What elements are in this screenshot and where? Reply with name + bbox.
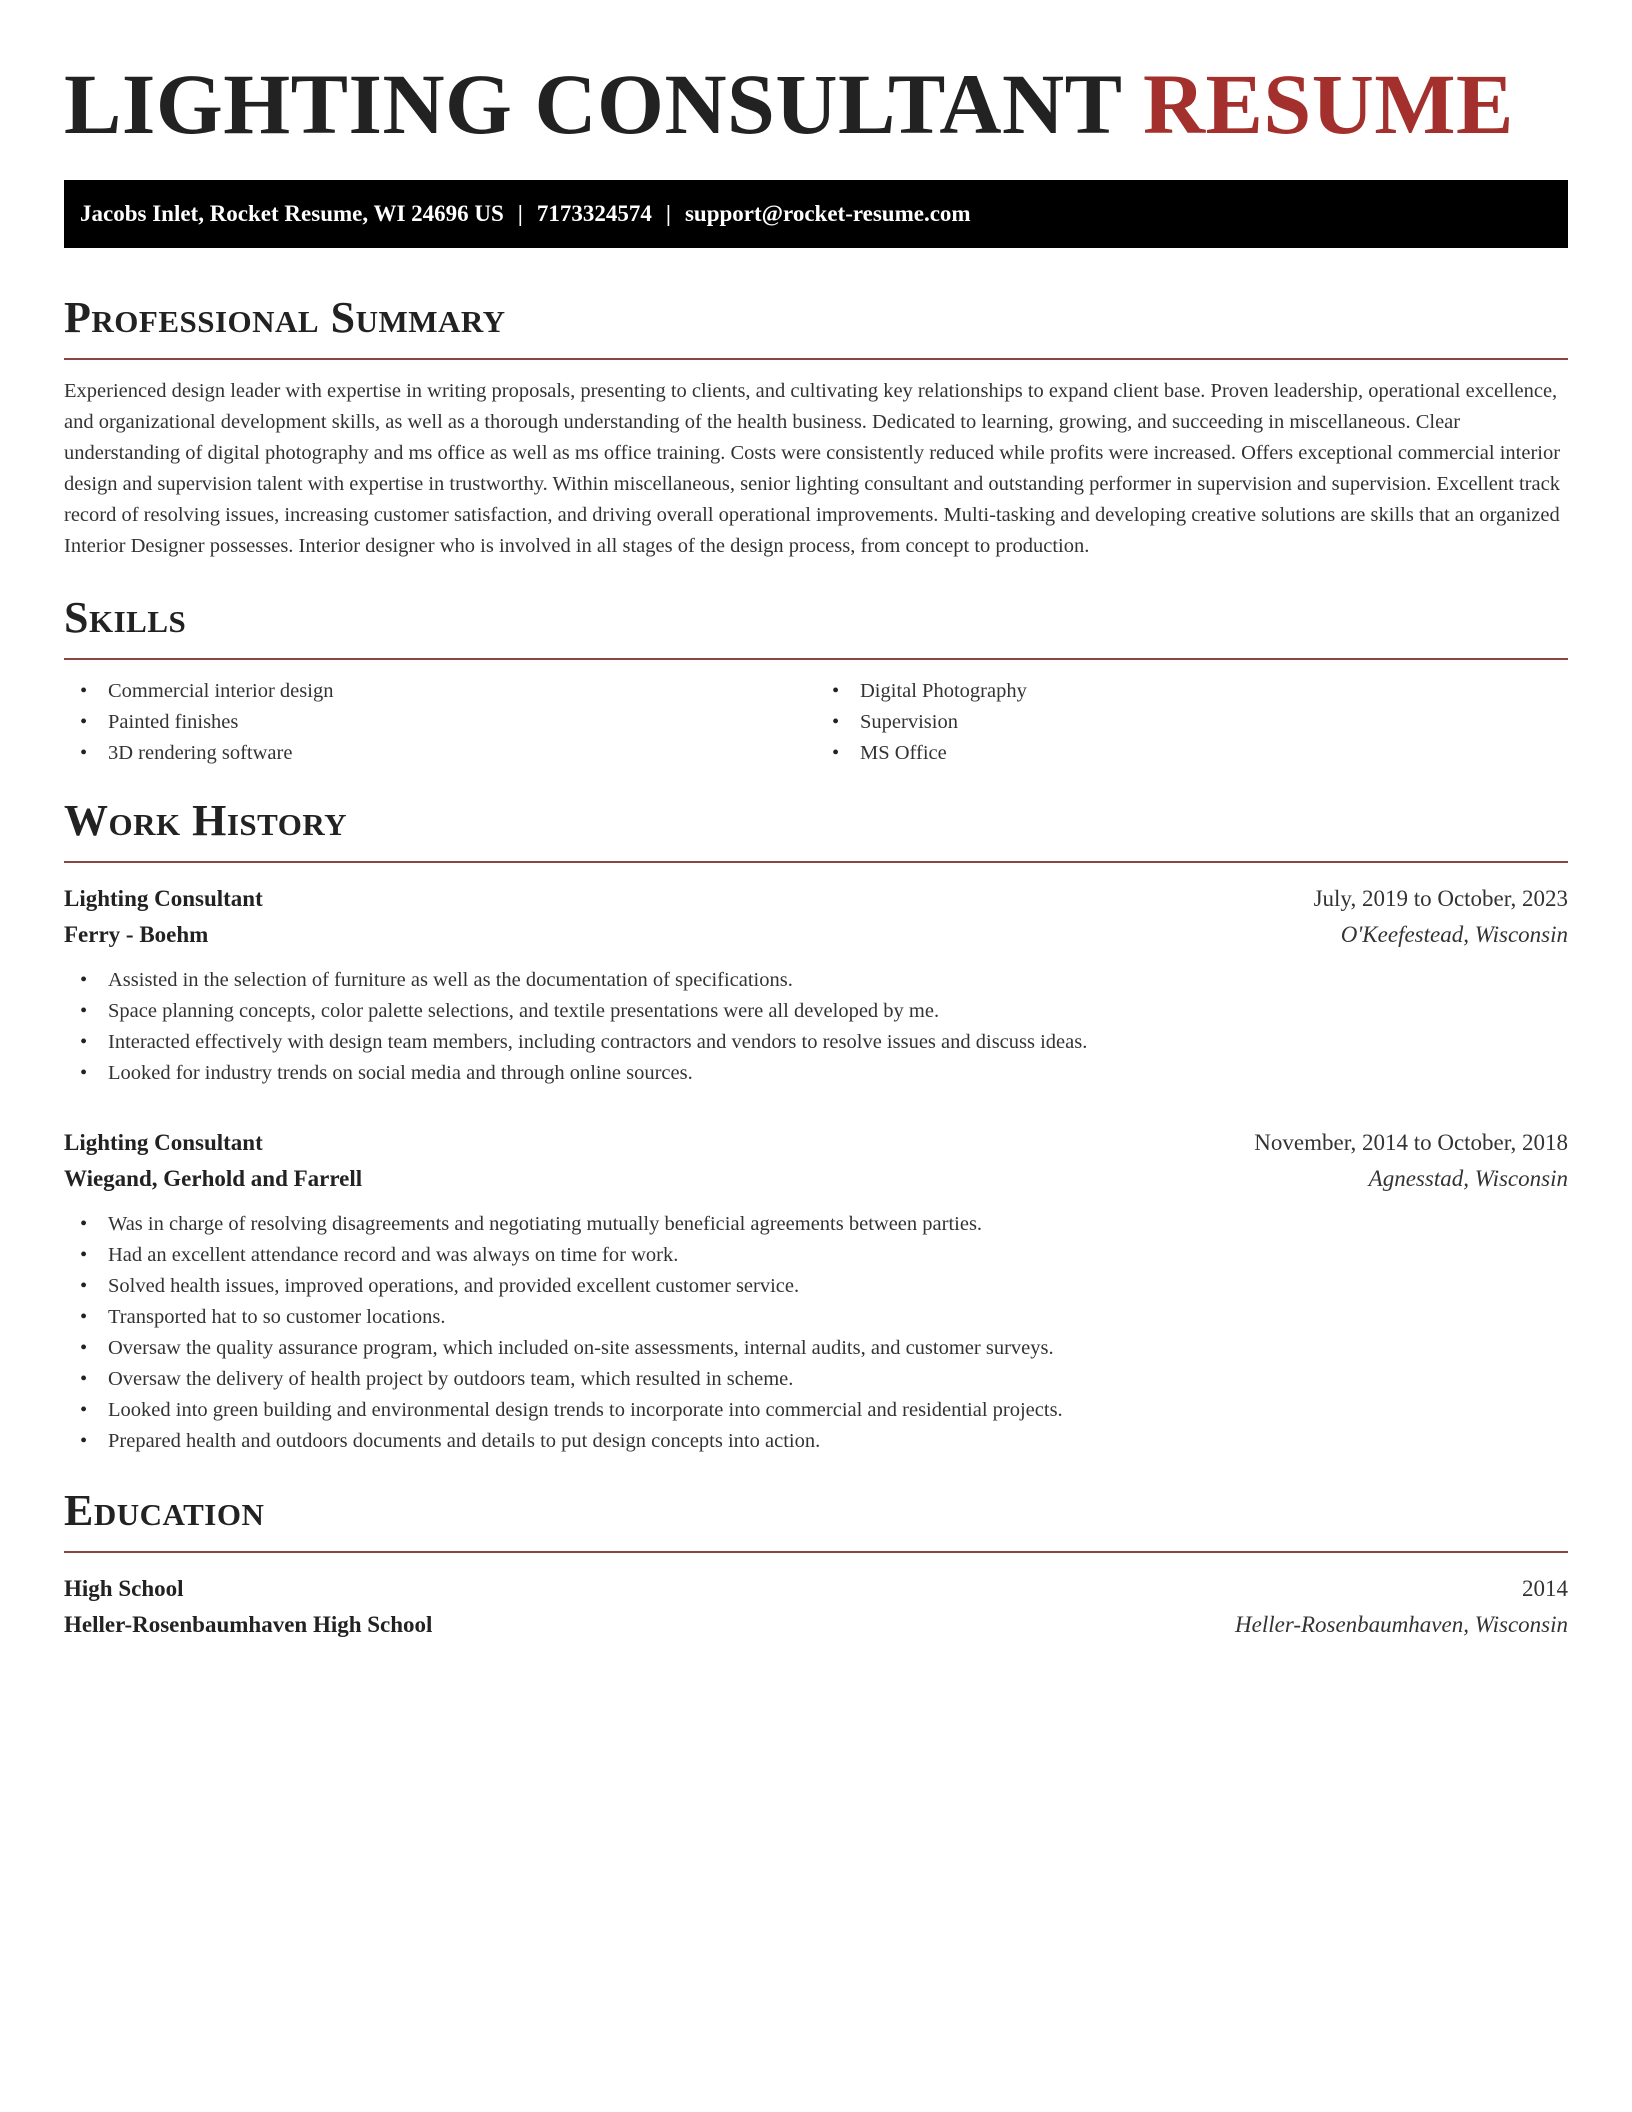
job-location: O'Keefestead, Wisconsin bbox=[1340, 922, 1568, 947]
education-location: Heller-Rosenbaumhaven, Wisconsin bbox=[1235, 1612, 1568, 1637]
section-divider bbox=[64, 861, 1568, 863]
skill-item: • 3D rendering software bbox=[64, 738, 816, 769]
job-duty-item: • Looked into green building and environmental design trends to incorporate into commercial and residential projects. bbox=[64, 1395, 1568, 1426]
skill-item: • MS Office bbox=[816, 738, 1568, 769]
contact-separator: | bbox=[665, 201, 671, 226]
job-duty-item: • Looked for industry trends on social media and through online sources. bbox=[64, 1058, 1568, 1089]
skills-grid bbox=[64, 676, 1568, 769]
job-duty-item: • Solved health issues, improved operations, and provided excellent customer service. bbox=[64, 1271, 1568, 1302]
education-school: Heller-Rosenbaumhaven High School bbox=[64, 1612, 433, 1637]
job-dates: November, 2014 to October, 2018 bbox=[1254, 1130, 1568, 1155]
section-heading: Professional Summary bbox=[64, 293, 506, 342]
work-history-section bbox=[64, 795, 1568, 1457]
section-heading: Skills bbox=[64, 593, 187, 642]
job-header-row bbox=[64, 1125, 1568, 1161]
resume-title bbox=[64, 0, 1568, 150]
education-entry bbox=[64, 1571, 1568, 1643]
section-divider bbox=[64, 658, 1568, 660]
section-divider bbox=[64, 1551, 1568, 1553]
skill-item: • Commercial interior design bbox=[64, 676, 816, 707]
skill-item: • Supervision bbox=[816, 707, 1568, 738]
job-company-row bbox=[64, 1161, 1568, 1197]
education-degree: High School bbox=[64, 1576, 184, 1601]
job-duty-item: • Prepared health and outdoors documents and details to put design concepts into action. bbox=[64, 1426, 1568, 1457]
contact-separator: | bbox=[517, 201, 523, 226]
title-role: LIGHTING CONSULTANT bbox=[64, 56, 1121, 152]
job-title: Lighting Consultant bbox=[64, 886, 263, 911]
contact-email: support@rocket-resume.com bbox=[684, 201, 971, 226]
job-duty-item: • Was in charge of resolving disagreements and negotiating mutually beneficial agreements between parties. bbox=[64, 1209, 1568, 1240]
education-header-row bbox=[64, 1571, 1568, 1607]
section-heading: Education bbox=[64, 1486, 265, 1535]
skill-item: • Digital Photography bbox=[816, 676, 1568, 707]
job-duties-list bbox=[64, 1209, 1568, 1457]
education-section bbox=[64, 1485, 1568, 1643]
job-duty-item: • Transported hat to so customer locations. bbox=[64, 1302, 1568, 1333]
job-duty-item: • Oversaw the quality assurance program, which included on-site assessments, internal audits, and customer surveys. bbox=[64, 1333, 1568, 1364]
job-duty-item: • Had an excellent attendance record and was always on time for work. bbox=[64, 1240, 1568, 1271]
job-company-row bbox=[64, 917, 1568, 953]
job-entry bbox=[64, 1125, 1568, 1457]
education-year: 2014 bbox=[1522, 1576, 1568, 1601]
contact-phone: 7173324574 bbox=[536, 201, 652, 226]
section-divider bbox=[64, 358, 1568, 360]
job-header-row bbox=[64, 881, 1568, 917]
contact-address: Jacobs Inlet, Rocket Resume, WI 24696 US bbox=[80, 201, 504, 226]
skills-section bbox=[64, 592, 1568, 769]
education-school-row bbox=[64, 1607, 1568, 1643]
job-dates: July, 2019 to October, 2023 bbox=[1313, 886, 1568, 911]
job-duty-item: • Oversaw the delivery of health project by outdoors team, which resulted in scheme. bbox=[64, 1364, 1568, 1395]
summary-text: Experienced design leader with expertise in writing proposals, presenting to clients, and cultivating key relationships to expand client base. Proven leadership, operational excellence, and organizational development skills, as well as a thorough understanding of the health business. Dedicated to learning, growing, and succeeding in miscellaneous. Clear understanding of digital photography and ms office as well as ms office training. Costs were consistently reduced while profits were increased. Offers exceptional commercial interior design and supervision talent with expertise in trustworthy. Within miscellaneous, senior lighting consultant and outstanding performer in supervision and supervision. Excellent track record of resolving issues, increasing customer satisfaction, and driving overall operational improvements. Multi-tasking and developing creative solutions are skills that an organized Interior Designer possesses. Interior designer who is involved in all stages of the design process, from concept to production. bbox=[64, 380, 1561, 557]
contact-bar bbox=[64, 180, 1568, 248]
job-location: Agnesstad, Wisconsin bbox=[1368, 1166, 1568, 1191]
job-duty-item: • Assisted in the selection of furniture as well as the documentation of specifications. bbox=[64, 965, 1568, 996]
skill-item: • Painted finishes bbox=[64, 707, 816, 738]
job-duty-item: • Space planning concepts, color palette selections, and textile presentations were all developed by me. bbox=[64, 996, 1568, 1027]
job-duty-item: • Interacted effectively with design team members, including contractors and vendors to resolve issues and discuss ideas. bbox=[64, 1027, 1568, 1058]
title-accent: RESUME bbox=[1142, 56, 1514, 152]
job-entry bbox=[64, 881, 1568, 1089]
job-title: Lighting Consultant bbox=[64, 1130, 263, 1155]
skills-column-left bbox=[64, 676, 816, 769]
job-duties-list bbox=[64, 965, 1568, 1089]
skills-column-right bbox=[816, 676, 1568, 769]
professional-summary-section bbox=[64, 292, 1568, 562]
job-company: Ferry - Boehm bbox=[64, 922, 209, 947]
job-company: Wiegand, Gerhold and Farrell bbox=[64, 1166, 363, 1191]
section-heading: Work History bbox=[64, 796, 348, 845]
